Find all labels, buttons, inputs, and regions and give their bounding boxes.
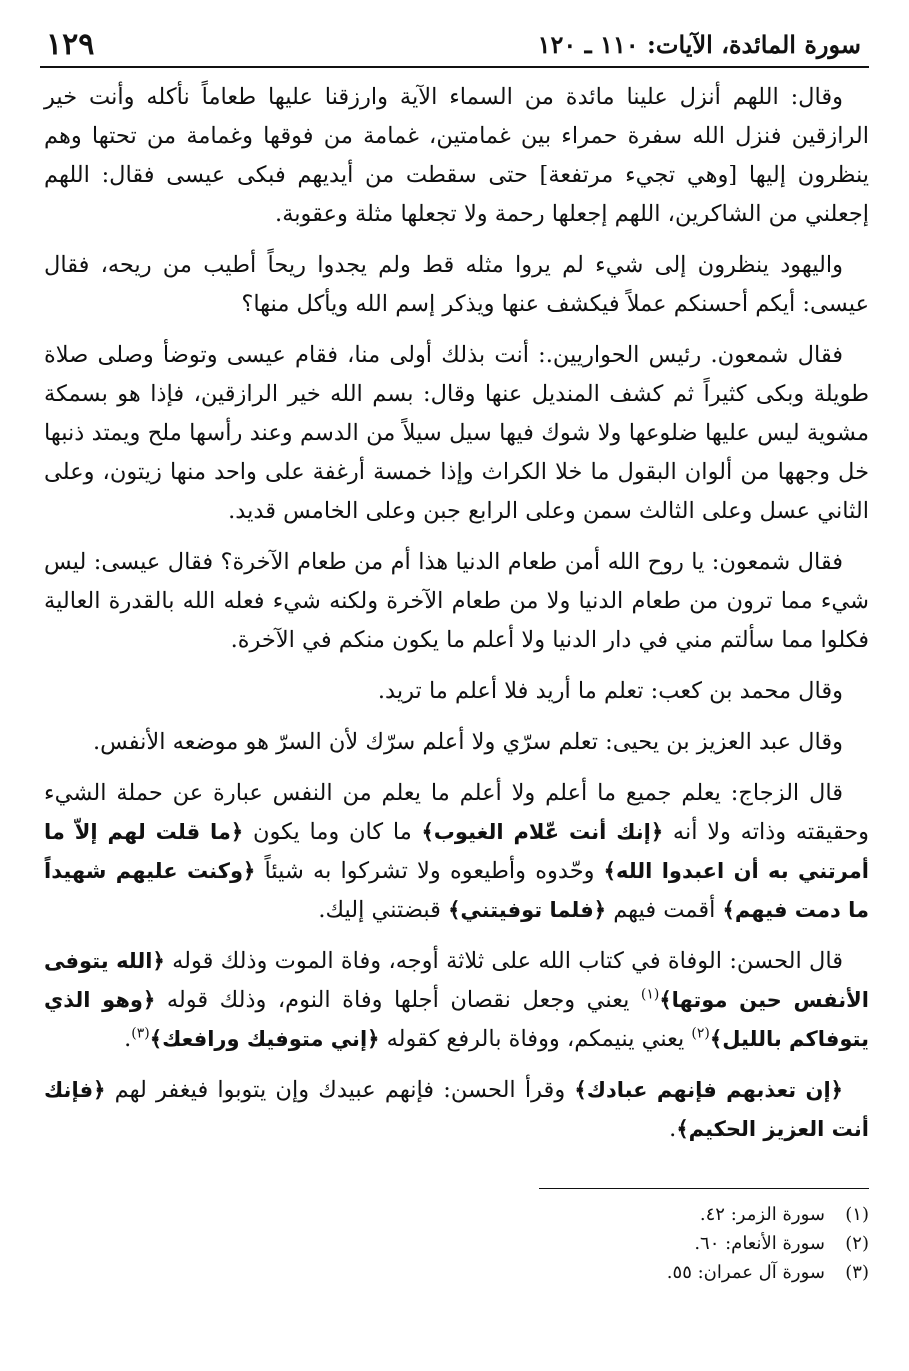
- quran-verse: ﴿إنك أنت عّلام الغيوب﴾: [421, 820, 664, 844]
- quran-verse: ﴿الله يتوفى الأنفس حين موتها﴾: [44, 949, 870, 1012]
- footnote-text: سورة آل عمران: ٥٥.: [666, 1262, 825, 1283]
- text-segment: وقال عبد العزيز بن يحيى: تعلم سرّي ولا أعلم سرّك لأن السرّ هو موضعه الأنفس.: [92, 729, 843, 755]
- chapter-title: سورة المائدة، الآيات: ١١٠ ـ ١٢٠: [537, 29, 861, 59]
- text-segment: وقال: اللهم أنزل علينا مائدة من السماء الآية وارزقنا عليها طعاماً نأكله وأنت خير الرازقين فنزل الله سفرة حمراء بين غمامتين، غمامة من فوقها وغمامة من تحتها وهم ينظرون إليها [وهي تجيء مرتفعة] حتى سقطت من أيديهم فبكى عيسى فقال: اللهم إجعلني من الشاكرين، اللهم إجعلها رحمة ولا تجعلها مثلة وعقوبة.: [44, 84, 869, 227]
- paragraph: [44, 78, 869, 234]
- quran-verse: ﴿ما قلت لهم إلاّ ما أمرتني به أن اعبدوا الله﴾: [44, 820, 869, 883]
- text-segment: فقال شمعون: يا روح الله أمن طعام الدنيا هذا أم من طعام الآخرة؟ فقال عيسى: ليس شيء مما ترون من طعام الدنيا ولا من طعام الآخرة ولكنه شيء فعله الله بالقدرة العالية فكلوا مما سألتم مني في دار الدنيا ولا أعلم ما يكون منكم في الآخرة.: [44, 549, 869, 653]
- footnote-text: سورة الزمر: ٤٢.: [699, 1204, 825, 1225]
- text-segment: قال الحسن: الوفاة في كتاب الله على ثلاثة أوجه، وفاة الموت وذلك قوله: [164, 948, 843, 974]
- quran-verse: ﴿فإنك أنت العزيز الحكيم﴾: [44, 1078, 869, 1141]
- text-segment: .: [124, 1026, 132, 1052]
- text-segment: وقرأ الحسن: فإنهم عبيدك وإن يتوبوا فيغفر لهم: [105, 1077, 575, 1103]
- paragraph: [44, 774, 869, 930]
- footnote-ref: (٢): [691, 1025, 710, 1042]
- quran-verse: ﴿إني متوفيك ورافعك﴾: [149, 1027, 380, 1051]
- text-segment: .: [669, 1116, 677, 1142]
- quran-verse: ﴿وهو الذي يتوفاكم بالليل﴾: [44, 988, 869, 1051]
- footnote-text: سورة الأنعام: ٦٠.: [694, 1233, 825, 1254]
- text-segment: واليهود ينظرون إلى شيء لم يروا مثله قط ولم يجدوا ريحاً أطيب من ريحه، فقال عيسى: أيكم أحسنكم عملاً فيكشف عنها ويذكر إسم الله ويأكل منها؟: [44, 252, 869, 317]
- paragraph: [44, 543, 869, 660]
- footnotes: [300, 1200, 869, 1287]
- text-segment: قبضتني إليك.: [318, 897, 449, 923]
- footnote-mark: (٣): [845, 1262, 869, 1283]
- paragraph: [44, 942, 869, 1059]
- footnote: [300, 1200, 869, 1229]
- footnote-mark: (١): [845, 1204, 869, 1225]
- footnote-ref: (٣): [131, 1025, 150, 1042]
- paragraph: [44, 1071, 869, 1149]
- quran-verse: ﴿وكنت عليهم شهيداً ما دمت فيهم﴾: [44, 859, 869, 922]
- page-number: ١٢٩: [46, 26, 95, 62]
- running-header: [40, 22, 869, 68]
- footnote-mark: (٢): [845, 1233, 869, 1254]
- text-segment: وحّدوه وأطيعوه ولا تشركوا به شيئاً: [255, 858, 604, 884]
- quran-verse: ﴿إن تعذبهم فإنهم عبادك﴾: [574, 1078, 843, 1102]
- paragraph: [44, 672, 869, 711]
- text-segment: فقال شمعون. رئيس الحواريين.: أنت بذلك أولى منا، فقام عيسى وتوضأ وصلى صلاة طويلة وبكى كثيراً ثم كشف المنديل عنها وقال: بسم الله خير الرازقين، فإذا هو بسمكة مشوية ليس عليها ضلوعها ولا شوك فيها سيل سيلاً من الدسم وعند رأسها ملح ويمتد ذنبها خل وجهها من ألوان البقول ما خلا الكراث وإذا خمسة أرغفة على واحد منها زيتون، وعلى الثاني عسل وعلى الثالث سمن وعلى الرابع جبن وعلى الخامس قديد.: [44, 342, 869, 524]
- text-segment: أقمت فيهم: [606, 897, 723, 923]
- footnote-ref: (١): [640, 986, 660, 1003]
- footnote: [300, 1229, 869, 1258]
- text-segment: يعني ينيمكم، ووفاة بالرفع كقوله: [379, 1026, 692, 1052]
- text-segment: ما كان وما يكون: [243, 819, 422, 845]
- footnote: [300, 1258, 869, 1287]
- paragraph: [44, 336, 869, 531]
- text-segment: يعني وجعل نقصان أجلها وفاة النوم، وذلك قوله: [155, 987, 641, 1013]
- quran-verse: ﴿فلما توفيتني﴾: [448, 898, 607, 922]
- text-segment: قال الزجاج: يعلم جميع ما أعلم ولا أعلم ما يعلم من النفس عبارة عن حملة الشيء وحقيقته وذاته ولا أنه: [44, 780, 869, 845]
- paragraph: [44, 723, 869, 762]
- text-segment: وقال محمد بن كعب: تعلم ما أريد فلا أعلم ما تريد.: [377, 678, 843, 704]
- footnote-divider: [539, 1188, 869, 1189]
- paragraph: [44, 246, 869, 324]
- main-text: [44, 78, 869, 1161]
